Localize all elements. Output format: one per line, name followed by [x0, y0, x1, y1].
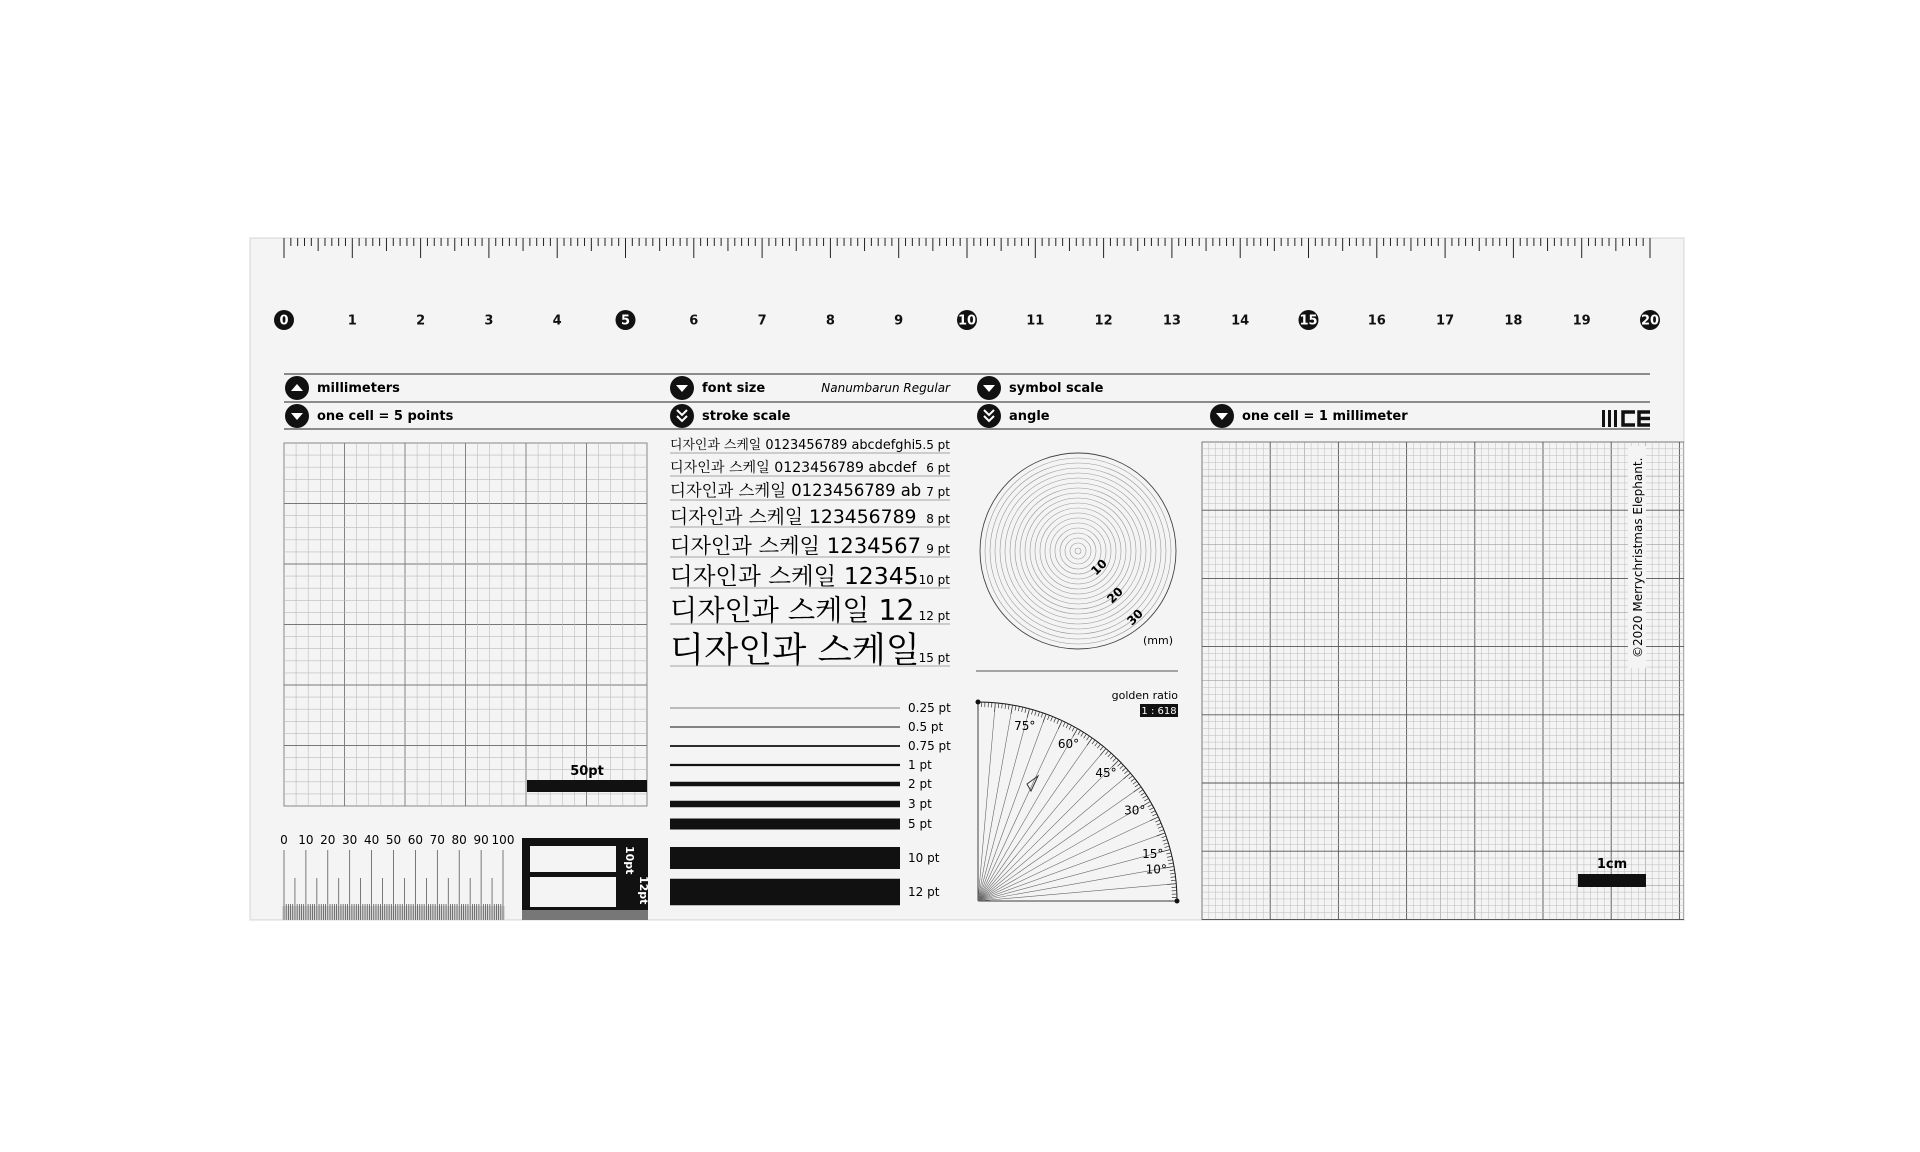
protractor-tick	[1097, 744, 1100, 748]
symbol-circle	[1060, 533, 1096, 569]
symbol-circle	[980, 453, 1176, 649]
protractor-tick	[1122, 768, 1126, 771]
fifty-pt-label: 50pt	[570, 764, 604, 779]
pt-box-widget	[522, 838, 650, 920]
protractor-tick	[1110, 755, 1113, 759]
circle-unit-label: (mm)	[1143, 634, 1174, 647]
protractor-tick	[1167, 884, 1176, 885]
font-sample-size: 6 pt	[926, 461, 950, 475]
protractor-tick	[1078, 730, 1081, 734]
font-sample-text: 디자인과 스케일 0123456789 abcdef	[670, 460, 917, 476]
ruler-number: 2	[416, 313, 426, 329]
five-point-grid	[284, 443, 647, 806]
mini-scale-number: 20	[320, 833, 336, 847]
protractor-ray	[978, 714, 1046, 901]
one-cell-1mm-arrow-down-icon	[1210, 404, 1234, 428]
protractor-tick	[1035, 711, 1036, 716]
protractor-tick	[1058, 721, 1062, 729]
symbol-circle	[1035, 508, 1121, 594]
protractor-angle-label: 75°	[1014, 719, 1036, 734]
stroke-label: 1 pt	[908, 758, 932, 772]
protractor-tick	[1164, 843, 1169, 844]
ruler-number: 10	[957, 313, 977, 329]
angle-label: angle	[1009, 409, 1050, 424]
protractor-ray	[978, 721, 1062, 901]
ruler-number: 11	[1026, 313, 1045, 329]
one-cell-5pt-label: one cell = 5 points	[317, 409, 454, 424]
mini-scale-number: 10	[298, 833, 314, 847]
protractor-tick	[1105, 751, 1108, 755]
protractor-tick	[1157, 833, 1165, 836]
stroke-label: 0.75 pt	[908, 739, 951, 753]
ruler-number: 4	[552, 313, 562, 329]
protractor-tick	[1072, 727, 1074, 731]
protractor-tick	[1100, 746, 1103, 750]
protractor-tick	[1170, 873, 1175, 874]
ruler-number: 16	[1367, 313, 1386, 329]
protractor-tick	[1144, 799, 1148, 802]
protractor-ray	[978, 817, 1158, 901]
protractor-tick	[1113, 758, 1116, 762]
brand-logo	[1602, 410, 1650, 427]
symbol-circle	[1030, 503, 1126, 599]
protractor-tick	[1066, 724, 1068, 728]
ruler-number: 0	[279, 313, 289, 329]
protractor-ray	[978, 703, 995, 901]
protractor-tick	[1038, 712, 1040, 717]
ruler-number: 9	[894, 313, 904, 329]
protractor-tick	[1141, 793, 1145, 796]
font-sample-text: 디자인과 스케일 12	[670, 594, 915, 627]
ruler-number: 20	[1640, 313, 1660, 329]
symbol-circle	[1005, 478, 1151, 624]
one-cm-label: 1cm	[1596, 857, 1628, 872]
protractor-tick	[1031, 710, 1032, 715]
circle-label-30: 30	[1124, 606, 1146, 629]
protractor-tick	[1164, 846, 1169, 847]
protractor-tick	[1171, 880, 1176, 881]
symbol-circle	[1010, 483, 1146, 619]
protractor-tick	[1095, 742, 1098, 746]
font-size-arrow-down-icon	[670, 376, 694, 400]
twelve-pt-box-label: 12pt	[637, 876, 650, 905]
protractor-tick	[1170, 870, 1175, 871]
one-cell-5pt-arrow-down-icon	[285, 404, 309, 428]
one-cell-1mm-label: one cell = 1 millimeter	[1242, 409, 1408, 424]
protractor-tick	[1048, 715, 1050, 720]
protractor-ray	[978, 709, 1030, 901]
stroke-label: 0.25 pt	[908, 701, 951, 715]
mini-scale-number: 0	[280, 833, 288, 847]
angle-double-arrow-icon	[977, 404, 1001, 428]
mini-scale-number: 30	[342, 833, 358, 847]
protractor-tick	[1084, 734, 1087, 738]
mini-scale-number: 90	[473, 833, 489, 847]
font-sample-text: 디자인과 스케일 123456789	[670, 507, 917, 528]
stroke-scale-samples	[670, 701, 951, 899]
protractor-angle-label: 30°	[1124, 803, 1146, 818]
stroke-label: 10 pt	[908, 851, 940, 865]
protractor-tick	[998, 703, 999, 708]
ruler-number: 6	[689, 313, 699, 329]
ruler-number: 18	[1504, 313, 1523, 329]
ruler-number: 1	[347, 313, 357, 329]
one-cm-bar	[1578, 874, 1646, 887]
ruler-number: 7	[757, 313, 767, 329]
millimeter-grid	[1202, 442, 1684, 920]
protractor-tick	[1129, 776, 1133, 779]
protractor-tick	[1063, 722, 1065, 726]
font-size-samples	[670, 437, 950, 671]
fifty-pt-bar	[527, 780, 647, 792]
protractor-ray	[978, 884, 1176, 901]
protractor-tick	[1161, 836, 1166, 838]
symbol-circle	[1040, 513, 1116, 589]
ten-pt-box-label: 10pt	[623, 846, 636, 875]
protractor-tick	[1108, 753, 1111, 757]
protractor-tick	[1134, 787, 1141, 792]
font-sample-text: 디자인과 스케일 12345	[670, 562, 919, 590]
stroke-label: 3 pt	[908, 797, 932, 811]
protractor-tick	[1133, 781, 1137, 784]
font-sample-size: 7 pt	[926, 485, 950, 499]
protractor-dot	[1175, 899, 1180, 904]
font-sample-size: 8 pt	[926, 512, 950, 526]
protractor-tick	[1011, 705, 1013, 714]
protractor-tick	[1051, 716, 1053, 721]
symbol-scale-arrow-down-icon	[977, 376, 1001, 400]
grid-border	[1202, 442, 1684, 920]
protractor-tick	[1159, 830, 1164, 832]
protractor-tick	[1168, 860, 1173, 861]
millimeters-label: millimeters	[317, 381, 400, 396]
protractor-angle-label: 10°	[1145, 862, 1167, 877]
font-sample-text: 디자인과 스케일 1234567	[670, 533, 922, 558]
protractor-tick	[1043, 714, 1046, 722]
protractor-tick	[1057, 719, 1059, 724]
protractor-tick	[1005, 704, 1006, 709]
protractor-tick	[1087, 738, 1092, 745]
stroke-label: 0.5 pt	[908, 720, 944, 734]
protractor-tick	[1166, 853, 1171, 854]
ruler-number: 3	[484, 313, 494, 329]
mini-scale-number: 40	[363, 833, 380, 847]
stroke-scale-label: stroke scale	[702, 409, 791, 424]
stroke-scale-double-arrow-icon	[670, 404, 694, 428]
protractor-tick	[1143, 796, 1147, 799]
protractor-tick	[1015, 706, 1016, 711]
protractor-tick	[1167, 856, 1172, 857]
protractor-tick	[1139, 790, 1143, 793]
font-sample-size: 9 pt	[926, 542, 950, 556]
protractor-tick	[1158, 826, 1163, 828]
protractor-tick	[1171, 877, 1176, 878]
ruler-number: 8	[825, 313, 835, 329]
protractor-tick	[1168, 863, 1173, 864]
protractor-tick	[1018, 706, 1019, 711]
mini-scale-number: 100	[491, 833, 515, 847]
design-ruler	[250, 238, 1684, 920]
protractor-tick	[1152, 814, 1156, 816]
font-size-label: font size	[702, 381, 766, 396]
protractor-tick	[1008, 704, 1009, 709]
golden-ratio-label: golden ratio	[1111, 689, 1178, 702]
protractor-tick	[1120, 765, 1124, 768]
circle-label-10: 10	[1088, 556, 1110, 579]
mini-scale-number: 50	[385, 833, 402, 847]
mini-scale-number: 60	[407, 833, 424, 847]
top-ruler-ticks	[284, 238, 1650, 258]
stroke-label: 2 pt	[908, 777, 932, 791]
stroke-label: 12 pt	[908, 885, 940, 899]
protractor-tick	[1163, 840, 1168, 842]
protractor-dot	[976, 700, 981, 705]
circle-label-20: 20	[1104, 584, 1126, 607]
protractor-tick	[1151, 811, 1155, 813]
protractor-tick	[1124, 770, 1128, 773]
protractor-tick	[1135, 784, 1139, 787]
font-sample-size: 12 pt	[918, 609, 950, 623]
protractor-angle-label: 45°	[1095, 766, 1117, 780]
font-sample-text: 디자인과 스케일 0123456789 ab	[670, 481, 922, 500]
protractor-tick	[1027, 709, 1029, 718]
stroke-label: 5 pt	[908, 817, 932, 831]
protractor	[976, 700, 1180, 904]
ruler-number: 12	[1094, 313, 1113, 329]
symbol-circle	[1070, 543, 1086, 559]
copyright-text: ©2020 Merrychristmas Elephant.	[1631, 457, 1645, 658]
symbol-circle	[1065, 538, 1091, 564]
protractor-tick	[1022, 707, 1023, 712]
ruler-number: 19	[1572, 313, 1591, 329]
protractor-tick	[995, 703, 996, 712]
font-sample-text: 디자인과 스케일	[670, 630, 920, 671]
protractor-tick	[1150, 817, 1158, 821]
ruler-number: 5	[620, 313, 631, 329]
protractor-ray	[978, 833, 1165, 901]
top-ruler-numbers	[274, 310, 1660, 330]
font-sample-text: 디자인과 스케일 0123456789 abcdefghi	[670, 438, 916, 453]
font-sample-size: 10 pt	[918, 573, 950, 587]
mini-scale-number: 80	[451, 833, 467, 847]
protractor-tick	[1155, 820, 1160, 822]
section-headers	[284, 374, 1650, 429]
protractor-tick	[1069, 725, 1071, 729]
protractor-angle-label: 15°	[1142, 847, 1164, 862]
protractor-angle-label: 60°	[1057, 737, 1080, 752]
symbol-circle	[1075, 548, 1081, 554]
protractor-tick	[1118, 763, 1122, 766]
protractor-tick	[1002, 703, 1003, 708]
protractor-tick	[1148, 805, 1152, 807]
protractor-tick	[1092, 740, 1095, 744]
font-sample-size: 15 pt	[918, 651, 950, 665]
protractor-tick	[1081, 732, 1084, 736]
ruler-number: 15	[1299, 313, 1318, 329]
protractor-tick	[1131, 778, 1135, 781]
protractor-tick	[1073, 729, 1078, 737]
ruler-number: 17	[1436, 313, 1455, 329]
millimeters-arrow-up-icon	[285, 376, 309, 400]
protractor-tick	[1149, 808, 1153, 810]
mini-scale	[280, 833, 514, 920]
symbol-circle	[1000, 473, 1156, 629]
mini-scale-number: 70	[429, 833, 445, 847]
ruler-artwork	[250, 238, 1684, 920]
symbol-scale-circles	[980, 453, 1176, 649]
font-sample-size: 5.5 pt	[914, 438, 950, 452]
protractor-tick	[1025, 708, 1026, 713]
protractor-tick	[1041, 713, 1043, 718]
protractor-tick	[1086, 736, 1089, 740]
golden-ratio-value: 1 : 618	[1141, 706, 1177, 717]
symbol-scale-label: symbol scale	[1009, 381, 1104, 396]
protractor-tick	[1157, 823, 1162, 825]
protractor-tick	[1054, 718, 1056, 723]
ruler-number: 14	[1231, 313, 1250, 329]
font-name-label: Nanumbarun Regular	[821, 381, 950, 395]
ruler-number: 13	[1162, 313, 1181, 329]
